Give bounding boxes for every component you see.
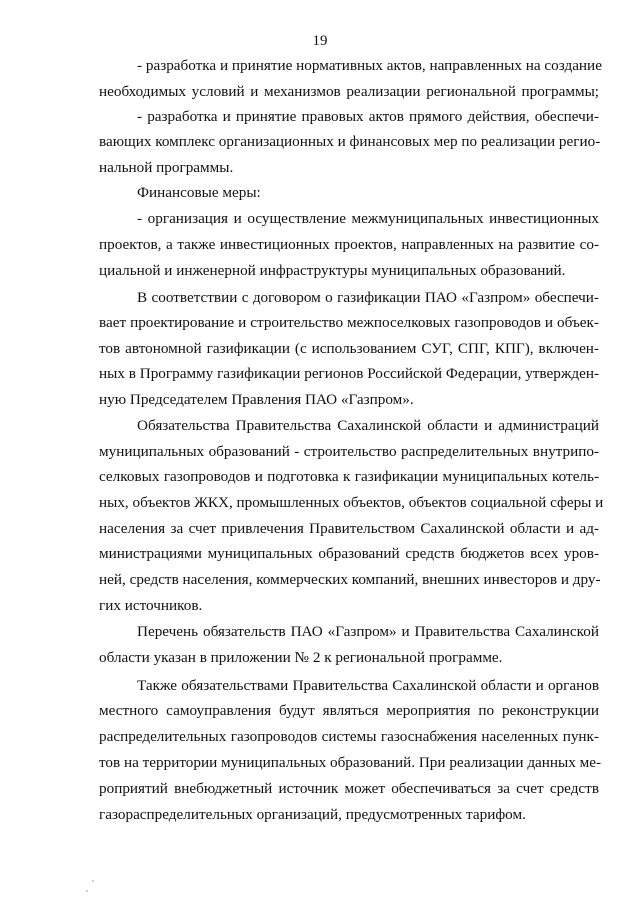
text-line: тов автономной газификации (с использованием СУГ, СПГ, КПГ), включен- <box>99 340 599 357</box>
text-line: газораспределительных организаций, предусмотренных тарифом. <box>99 806 526 823</box>
text-line: - разработка и принятие нормативных актов, направленных на создание <box>137 57 602 74</box>
text-line: - разработка и принятие правовых актов прямого действия, обеспечи- <box>137 108 599 125</box>
text-line: гих источников. <box>99 597 203 614</box>
text-line: министрациями муниципальных образований средств бюджетов всех уров- <box>99 545 599 562</box>
text-line: селковых газопроводов и подготовка к газификации муниципальных котель- <box>99 468 599 485</box>
text-line: вает проектирование и строительство межпоселковых газопроводов и объек- <box>99 314 599 331</box>
scan-speck <box>92 880 94 882</box>
text-line: роприятий внебюджетный источник может обеспечиваться за счет средств <box>99 780 599 797</box>
text-line: области указан в приложении № 2 к региональной программе. <box>99 649 503 666</box>
text-line: ных в Программу газификации регионов Российской Федерации, утвержден- <box>99 365 599 382</box>
text-line: необходимых условий и механизмов реализации региональной программы; <box>99 83 599 100</box>
text-line: вающих комплекс организационных и финансовых мер по реализации регио- <box>99 133 601 150</box>
text-line: В соответствии с договором о газификации ПАО «Газпром» обеспечи- <box>137 289 599 306</box>
scan-speck <box>86 890 88 892</box>
text-line: Перечень обязательств ПАО «Газпром» и Правительства Сахалинской <box>137 623 599 640</box>
text-line: ную Председателем Правления ПАО «Газпром». <box>99 391 414 408</box>
text-line: ных, объектов ЖКХ, промышленных объектов, объектов социальной сферы и <box>99 494 604 511</box>
page-number: 19 <box>312 33 328 49</box>
text-line: Обязательства Правительства Сахалинской области и администраций <box>137 417 599 434</box>
text-line: проектов, а также инвестиционных проектов, направленных на развитие со- <box>99 236 599 253</box>
text-line: тов на территории муниципальных образований. При реализации данных ме- <box>99 754 602 771</box>
text-line: распределительных газопроводов системы газоснабжения населенных пунк- <box>99 728 599 745</box>
section-heading: Финансовые меры: <box>137 184 261 201</box>
text-line: муниципальных образований - строительство распределительных внутрипо- <box>99 443 599 460</box>
text-line: населения за счет привлечения Правительством Сахалинской области и ад- <box>99 520 599 537</box>
text-line: - организация и осуществление межмуниципальных инвестиционных <box>137 210 599 227</box>
text-line: местного самоуправления будут являться мероприятия по реконструкции <box>99 702 599 719</box>
text-line: циальной и инженерной инфраструктуры муниципальных образований. <box>99 262 566 279</box>
text-line: ней, средств населения, коммерческих компаний, внешних инвесторов и дру- <box>99 571 601 588</box>
text-line: нальной программы. <box>99 159 234 176</box>
text-line: Также обязательствами Правительства Сахалинской области и органов <box>137 677 599 694</box>
